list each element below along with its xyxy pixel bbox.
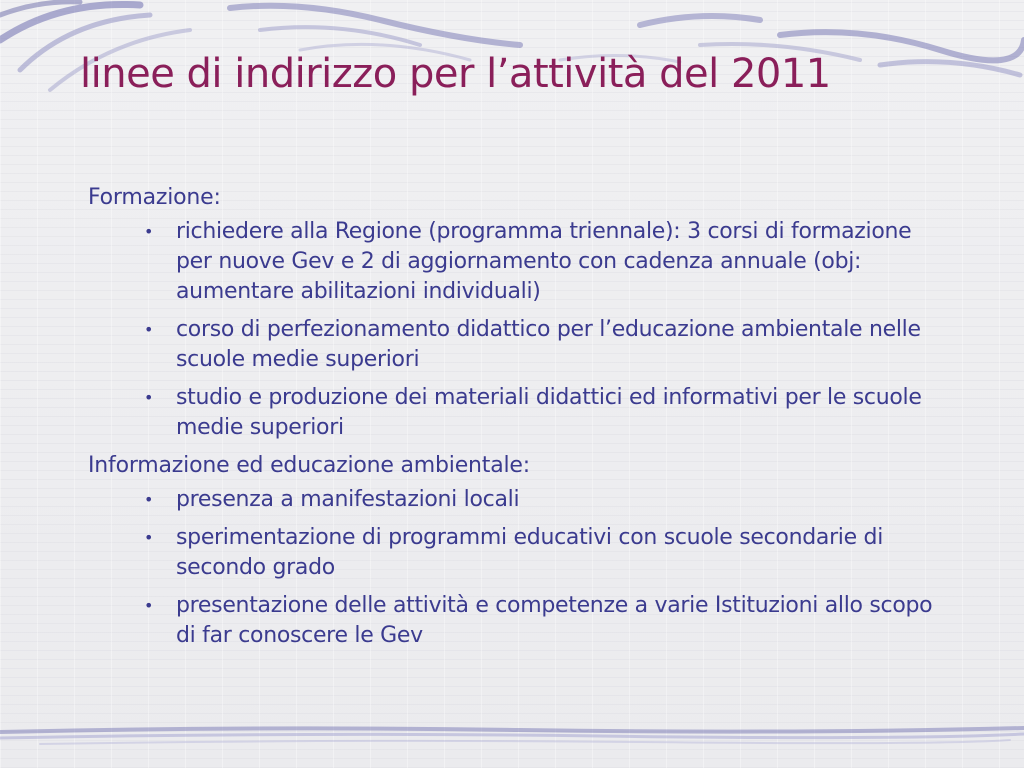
- bullet-dot: •: [144, 320, 154, 339]
- bullet-text: sperimentazione di programmi educativi con scuole secondarie di secondo grado: [176, 525, 884, 580]
- section-heading: Informazione ed educazione ambientale:: [88, 453, 530, 478]
- bullet-dot: •: [144, 222, 154, 241]
- bullet-list: [88, 217, 968, 443]
- slide-body: [88, 183, 968, 659]
- bullet-text: presentazione delle attività e competenze a varie Istituzioni allo scopo di far conoscere le Gev: [176, 593, 933, 648]
- bullet-item: [88, 383, 936, 443]
- bullet-dot: •: [144, 596, 154, 615]
- bullet-item: [88, 591, 936, 651]
- bullet-dot: •: [144, 388, 154, 407]
- bullet-item: [88, 315, 936, 375]
- bottom-swirl-decoration: [0, 712, 1024, 768]
- section-formazione: [88, 183, 968, 443]
- bullet-text: corso di perfezionamento didattico per l’educazione ambientale nelle scuole medie superiori: [176, 317, 921, 372]
- bullet-item: [88, 217, 936, 307]
- bullet-text: studio e produzione dei materiali didattici ed informativi per le scuole medie superiori: [176, 385, 922, 440]
- bullet-text: presenza a manifestazioni locali: [176, 487, 520, 512]
- bullet-text: richiedere alla Regione (programma triennale): 3 corsi di formazione per nuove Gev e 2 di aggiornamento con cadenza annuale (obj: aumentare abilitazioni individuali): [176, 219, 912, 304]
- bullet-list: [88, 485, 968, 651]
- bullet-dot: •: [144, 528, 154, 547]
- bullet-item: [88, 523, 936, 583]
- section-informazione: [88, 451, 968, 651]
- slide-title: linee di indirizzo per l’attività del 2011: [80, 51, 831, 97]
- bullet-dot: •: [144, 490, 154, 509]
- section-heading: Formazione:: [88, 185, 221, 210]
- bullet-item: [88, 485, 936, 515]
